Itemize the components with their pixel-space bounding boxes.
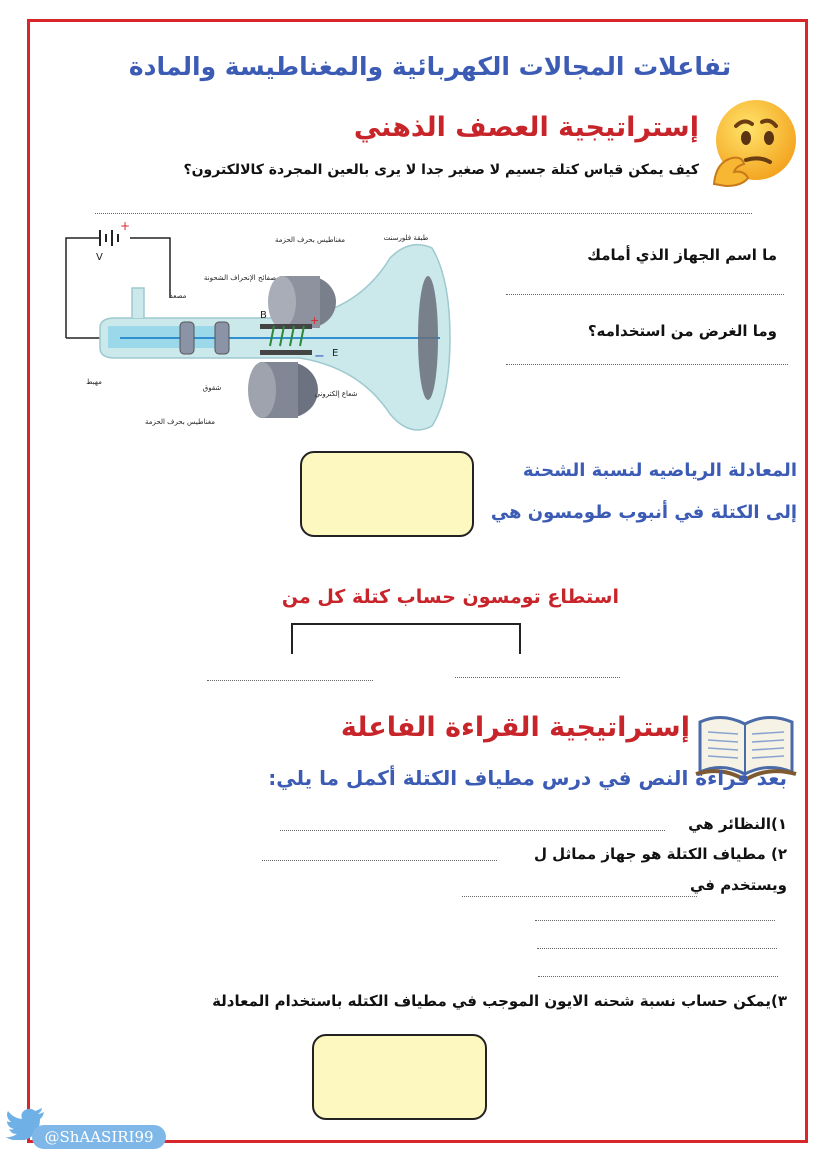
answer-line[interactable] <box>207 680 373 681</box>
answer-line[interactable] <box>538 976 778 977</box>
brainstorm-question: كيف يمكن قياس كتلة جسيم لا صغير جدا لا يرى بالعين المجردة كالالكترون؟ <box>183 162 699 178</box>
page-border <box>27 19 808 1143</box>
brainstorm-heading: إستراتيجية العصف الذهني <box>353 112 699 143</box>
twitter-handle[interactable]: @ShAASIRI99 <box>32 1125 166 1149</box>
plus-sign: + <box>120 219 131 233</box>
answer-line[interactable] <box>95 213 752 214</box>
equation-label-line1: المعادلة الرياضيه لنسبة الشحنة <box>522 460 797 481</box>
answer-line[interactable] <box>262 860 497 861</box>
label-fluorescent: طبقة فلورسنت <box>383 234 429 242</box>
item-ion-ratio: ٣)يمكن حساب نسبة شحنه الايون الموجب في مطياف الكتله باستخدام المعادلة <box>212 992 787 1010</box>
label-magnet-top: مغناطيس بحرف الحزمة <box>275 236 345 244</box>
page-title: تفاعلات المجالات الكهربائية والمغناطيسة والمادة <box>128 52 732 81</box>
plate-minus: − <box>314 349 325 364</box>
answer-line[interactable] <box>506 294 784 295</box>
thomson-tube-diagram <box>60 218 455 448</box>
answer-line[interactable] <box>455 677 620 678</box>
active-reading-heading: إستراتيجية القراءة الفاعلة <box>340 712 690 743</box>
voltage-label: V <box>96 252 103 263</box>
thinking-face-icon <box>706 96 798 188</box>
item-isotopes: ١)النظائر هي <box>688 815 787 833</box>
bracket-connector <box>290 622 522 656</box>
label-plates: صفائح الإنحراف الشحونة <box>203 274 277 282</box>
ion-equation-answer-box[interactable] <box>312 1034 487 1120</box>
label-cathode: مهبط <box>86 378 102 386</box>
label-magnet-bottom: مغناطيس بحرف الحزمة <box>145 418 215 426</box>
equation-label-line2: إلى الكتلة في أنبوب طومسون هي <box>490 502 797 523</box>
thomson-statement: استطاع تومسون حساب كتلة كل من <box>281 586 619 608</box>
answer-line[interactable] <box>462 896 697 897</box>
equation-answer-box[interactable] <box>300 451 474 537</box>
plate-plus: + <box>310 314 320 327</box>
device-name-question: ما اسم الجهاز الذي أمامك <box>587 246 777 264</box>
magnetic-field-label: B <box>260 310 267 321</box>
answer-line[interactable] <box>535 920 775 921</box>
answer-line[interactable] <box>537 948 777 949</box>
label-anodes: مصعد <box>169 292 187 300</box>
answer-line[interactable] <box>280 830 665 831</box>
item-mass-spectrometer: ٢) مطياف الكتلة هو جهاز مماثل ل <box>533 845 787 863</box>
label-beam: شعاع إلكتروني <box>314 390 358 398</box>
item-uses: ويستخدم في <box>689 876 787 894</box>
device-purpose-question: وما الغرض من استخدامه؟ <box>587 322 777 340</box>
label-slits: شقوق <box>202 384 222 392</box>
electric-field-label: E <box>332 348 339 359</box>
active-reading-intro: بعد قراءة النص في درس مطياف الكتلة أكمل ما يلي: <box>268 766 787 790</box>
answer-line[interactable] <box>506 364 788 365</box>
